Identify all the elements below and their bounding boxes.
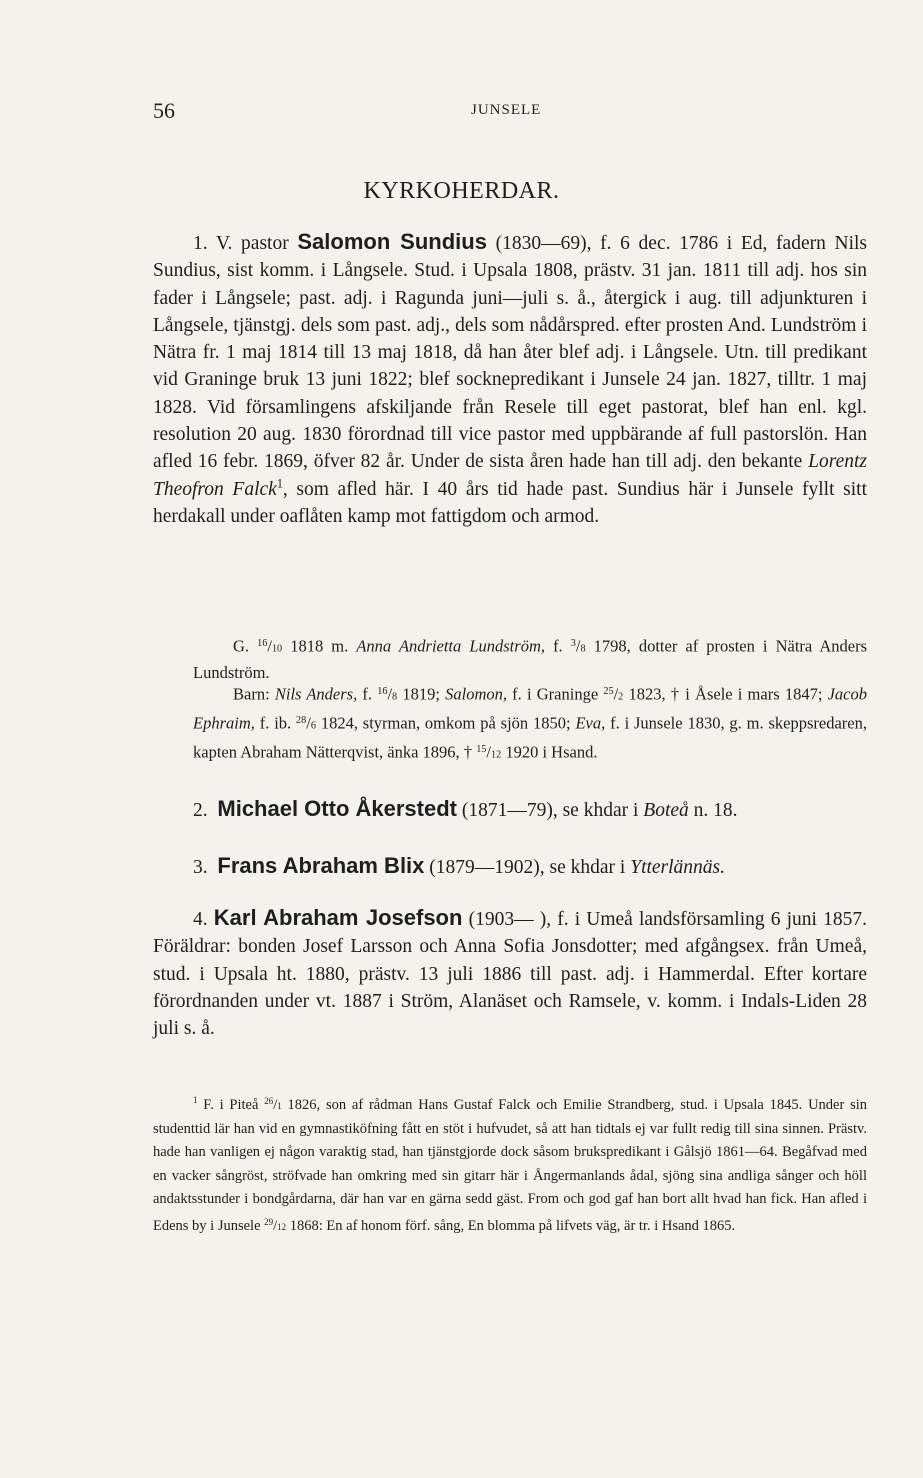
date-den: 12 [491,749,502,761]
date-den: 6 [310,720,316,732]
date-num: 28 [296,715,307,727]
date-den: 2 [618,691,624,703]
date-num: 29 [264,1216,274,1227]
child-born-prefix: f. [362,684,373,704]
date-num: 15 [476,744,487,756]
entry-name: Salomon Sundius [297,229,487,254]
footnote-lead: F. i Piteå [203,1096,259,1113]
entry-tail: n. 18. [693,800,738,821]
entry-place: Ytterlännäs. [630,857,726,878]
children-lead: Barn: [233,684,270,704]
entry-salomon-sundius [153,228,867,530]
child-text: f. i Junsele 1830, g. m. skeppsredaren, kapten Abraham Nätterqvist, änka 1896, † [193,713,867,762]
entry-blix [193,853,725,879]
footnote-ref: 1 [276,476,283,491]
page-number: 56 [153,98,175,123]
marriage-paragraph: G. $^{16}$/10 1818 m. Anna Andrietta Lundström, f. $^3$/8 1798, dotter af prosten i Nätra Anders Lundström. [193,636,868,683]
child-text: 1824, styrman, omkom på sjön 1850; [320,713,571,733]
footnote-mark: 1 [193,1095,198,1106]
wife-date-num: 3 [570,638,576,649]
entry-number: 4. [193,909,208,930]
entry-text-cont: , som afled här. I 40 års tid hade past. Sundius här i Junsele fyllt sitt herdakall under oaflåten kamp mot fattigdom och armod. [153,478,868,527]
child-name: Eva, [575,713,606,733]
entry-josefson [153,904,867,1042]
child-text: 1823, † i Åsele i mars 1847; [628,684,823,704]
running-head: JUNSELE [471,102,542,118]
date-num: 16 [377,686,388,697]
section-title: KYRKOHERDAR. [363,178,560,204]
child-text: 1819; [402,684,440,704]
wife-born-prefix: f. [553,636,563,656]
date-num: 26 [264,1096,274,1106]
entry-text: (1879—1902), se khdar i [429,857,626,878]
child-text: f. i Graninge [512,684,599,704]
date-den: 10 [271,643,283,655]
entry-akerstedt [193,796,738,822]
footnote-text-cont: 1868: En af honom förf. sång, En blomma på lifvets väg, är tr. i Hsand 1865. [289,1217,736,1234]
marriage-year: 1818 m. [290,636,349,656]
entry-name: Michael Otto Åkerstedt [217,796,457,821]
entry-place: Boteå [643,800,689,821]
marriage-rest: 1798, dotter af prosten i Nätra Anders Lundström. [193,636,868,683]
date-num: 16 [257,638,268,649]
child-name: Nils Anders, [274,684,358,704]
entry-text: (1871—79), se khdar i [461,800,639,821]
child-text: 1920 i Hsand. [505,742,598,762]
footnote: $^1$ F. i Piteå $^{26}$/1 1826, son af rådman Hans Gustaf Falck och Emilie Strandberg, stud. i Upsala 1845. Under sin studenttid lär han vid en gymnastiköfning fått en stöt i hufvudet, så att han tidtals ej var fullt redig till sina sinnen. Prästv. hade han vanligen ej någon varaktig stad, han tjänstgjorde dock såsom brukspredikant i Gålsjö 1861—64. Begåfvad med en vacker sångröst, ströfvade han omkring med sin gitarr här i Ångermanlands ådal, sjöng sina andliga sånger och höll andaktsstunder i bondgårdarna, där han var en gärna sedd gäst. From och god gaf han bort allt hvad han fick. Han afled i Edens by i Junsele $^{29}$/12 1868: En af honom förf. sång, En blomma på lifvets väg, är tr. i Hsand 1865. [153,1095,868,1234]
entry-text: (1903— ), f. i Umeå landsförsamling 6 juni 1857. Föräldrar: bonden Josef Larsson och Anna Sofia Jonsdotter; med afgångsex. från Umeå, stud. i Upsala ht. 1880, prästv. 13 juli 1886 till past. adj. i Hammerdal. Efter kortare förordnanden under vt. 1887 i Ström, Alanäset och Ramsele, v. komm. i Indals-Liden 28 juli s. å. [153,909,867,1040]
child-name: Jacob Ephraim, [193,684,867,733]
entry-name: Karl Abraham Josefson [213,905,463,930]
entry-number: 3. [193,857,208,878]
entry-lead: V. pastor [215,233,289,254]
date-den: 12 [277,1221,287,1232]
child-text: f. ib. [259,713,292,733]
falck-name: Lorentz Theofron Falck [153,451,867,500]
entry-text: (1830—69), f. 6 dec. 1786 i Ed, fadern Nils Sundius, sist komm. i Långsele. Stud. i Upsala 1808, prästv. 31 jan. 1811 till adj. hos sin fader i Långsele; past. adj. i Ragunda juni—juli s. å., återgick i aug. till adjunkturen i Långsele, tjänstgj. dels som past. adj., dels som nådårspred. efter prosten And. Lundström i Nätra fr. 1 maj 1814 till 13 maj 1818, då han åter blef adj. i Långsele. Utn. till predikant vid Graninge bruk 13 juni 1822; blef socknepredikant i Junsele 24 jan. 1827, tilltr. 1 maj 1828. Vid församlingens afskiljande från Resele till eget pastorat, blef han enl. kgl. resolution 20 aug. 1830 förordnad till vice pastor med uppbärande af full pastorslön. Han afled 16 febr. 1869, öfver 82 år. Under de sista åren hade han till adj. den bekante [153,233,867,473]
date-num: 25 [603,686,614,697]
footnote-text: 1826, son af rådman Hans Gustaf Falck och Emilie Strandberg, stud. i Upsala 1845. Under sin studenttid lär han vid en gymnastiköfning fått en stöt i hufvudet, så att han tidtals ej var fullt redig till sina sinnen. Prästv. hade han vanligen ej någon varaktig stad, han tjänstgjorde dock såsom brukspredikant i Gålsjö 1861—64. Begåfvad med en vacker sångröst, ströfvade han omkring med sin gitarr här i Ångermanlands ådal, sjöng sina andliga sånger och höll andaktsstunder i bondgårdarna, där han var en gärna sedd gäst. From och god gaf han bort allt hvad han fick. Han afled i Edens by i Junsele [153,1096,868,1234]
entry-number: 2. [193,800,208,821]
date-den: 1 [277,1100,282,1111]
date-den: 8 [392,691,398,703]
children-paragraph: Barn: Nils Anders, f. $^{16}$/8 1819; Salomon, f. i Graninge $^{25}$/2 1823, † i Åsele i mars 1847; Jacob Ephraim, f. ib. $^{28}$/6 1824, styrman, omkom på sjön 1850; Eva, f. i Junsele 1830, g. m. skeppsredaren, kapten Abraham Nätterqvist, änka 1896, † $^{15}$/12 1920 i Hsand. [193,684,867,762]
entry-name: Frans Abraham Blix [217,853,425,878]
entry-number: 1. [193,233,208,254]
child-name: Salomon, [445,684,507,704]
marriage-lead: G. [233,636,250,656]
wife-name: Anna Andrietta Lundström, [356,636,545,656]
wife-date-den: 8 [580,643,586,655]
